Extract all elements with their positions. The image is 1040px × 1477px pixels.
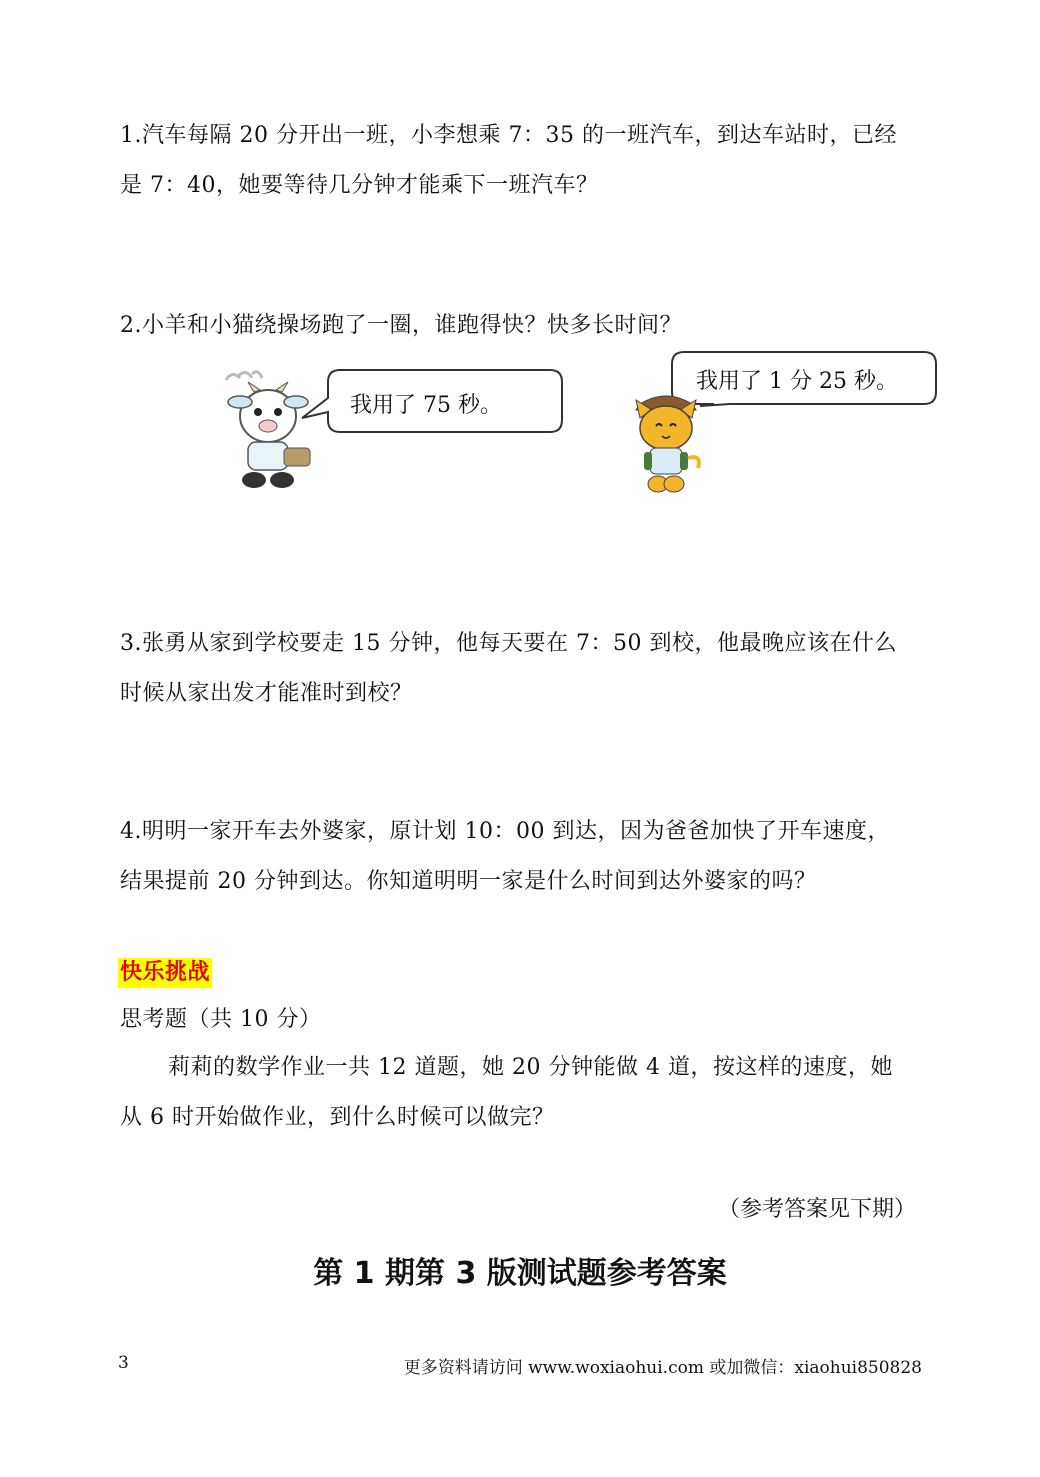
question-1-line-2: 是 7：40，她要等待几分钟才能乘下一班汽车？ — [120, 173, 599, 198]
question-4-line-1: 4.明明一家开车去外婆家，原计划 10：00 到达，因为爸爸加快了开车速度， — [120, 819, 890, 844]
challenge-subheading: 思考题（共 10 分） — [120, 1007, 322, 1032]
challenge-text-line-2: 从 6 时开始做作业，到什么时候可以做完？ — [120, 1105, 555, 1130]
question-3-line-2: 时候从家出发才能准时到校？ — [120, 681, 413, 706]
footer-text: 更多资料请访问 www.woxiaohui.com 或加微信：xiaohui850828 — [403, 1358, 922, 1378]
cat-character-icon — [626, 388, 706, 496]
challenge-heading: 快乐挑战 — [118, 958, 212, 988]
question-2-line-1: 2.小羊和小猫绕操场跑了一圈，谁跑得快？快多长时间？ — [120, 313, 682, 338]
answer-note: （参考答案见下期） — [717, 1197, 916, 1222]
goat-speech-text: 我用了 75 秒。 — [350, 393, 502, 418]
question-3-line-1: 3.张勇从家到学校要走 15 分钟，他每天要在 7：50 到校，他最晚应该在什么 — [120, 631, 897, 656]
question-4-line-2: 结果提前 20 分钟到达。你知道明明一家是什么时间到达外婆家的吗？ — [120, 869, 817, 894]
question-1-line-1: 1.汽车每隔 20 分开出一班，小李想乘 7：35 的一班汽车，到达车站时，已经 — [120, 123, 897, 148]
challenge-text-line-1: 莉莉的数学作业一共 12 道题，她 20 分钟能做 4 道，按这样的速度，她 — [168, 1055, 893, 1080]
cat-speech-text: 我用了 1 分 25 秒。 — [696, 369, 898, 394]
section-title: 第 1 期第 3 版测试题参考答案 — [313, 1256, 727, 1291]
page-number: 3 — [118, 1353, 129, 1373]
